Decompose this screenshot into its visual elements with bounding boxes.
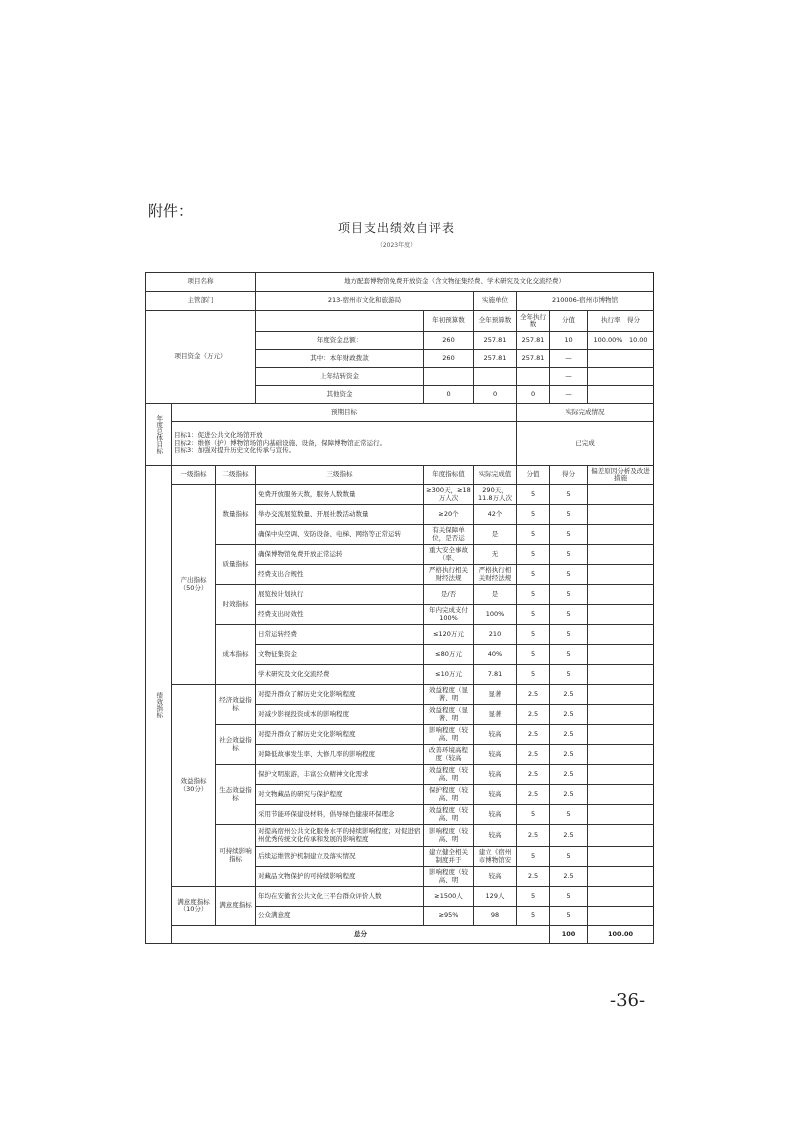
- goals-actual-label: 实际完成情况: [517, 404, 654, 422]
- actual-value: 较高: [474, 805, 517, 825]
- score-value: 2.5: [517, 705, 550, 725]
- got-value: 2.5: [550, 765, 588, 785]
- actual-value: 98: [474, 907, 517, 926]
- page-title: 项目支出绩效自评表: [337, 221, 455, 235]
- actual-value: 较高: [474, 745, 517, 765]
- indicator-row: [146, 585, 654, 605]
- indicator-header-l1: 一级指标: [172, 466, 216, 485]
- score-value: 5: [517, 907, 550, 926]
- actual-value: 较高: [474, 785, 517, 805]
- funds-header-initial: 年初预算数: [424, 311, 474, 332]
- page-number: -36-: [610, 990, 646, 1011]
- funds-row-executed: 0: [517, 386, 550, 404]
- deviation-cell: [588, 525, 654, 545]
- got-value: 2.5: [550, 825, 588, 847]
- level3-text: 日常运转经费: [256, 625, 424, 645]
- score-value: 5: [517, 585, 550, 605]
- score-value: 5: [517, 645, 550, 665]
- got-value: 5: [550, 847, 588, 867]
- indicator-row: [146, 887, 654, 907]
- got-value: 5: [550, 805, 588, 825]
- deviation-cell: [588, 685, 654, 705]
- funds-row-score: —: [550, 350, 588, 368]
- actual-value: 290天，11.8万人次: [474, 485, 517, 505]
- target-value: 改善环境高程度（较高: [424, 745, 474, 765]
- target-value: 效益程度（较高、明: [424, 805, 474, 825]
- deviation-cell: [588, 847, 654, 867]
- funds-row-rate-and-got: [588, 332, 654, 350]
- indicator-row: [146, 765, 654, 785]
- got-value: 2.5: [550, 705, 588, 725]
- score-value: 2.5: [517, 785, 550, 805]
- funds-row-rate-and-got: [588, 368, 654, 386]
- indicator-row: [146, 685, 654, 705]
- funds-row-rate: 100.00%: [593, 335, 623, 344]
- indicator-row: [146, 725, 654, 745]
- level3-text: 采用节能环保建设材料，倡导绿色健康环保理念: [256, 805, 424, 825]
- score-value: 2.5: [517, 765, 550, 785]
- level3-text: 文物征集资金: [256, 645, 424, 665]
- actual-value: 较高: [474, 825, 517, 847]
- actual-value: 129人: [474, 887, 517, 907]
- funds-row-initial: [424, 368, 474, 386]
- actual-value: 建立《宿州市博物馆安: [474, 847, 517, 867]
- level1-effect: 效益指标（30分）: [172, 685, 216, 887]
- deviation-cell: [588, 805, 654, 825]
- level2-satisfaction: 满意度指标: [216, 887, 256, 926]
- deviation-cell: [588, 785, 654, 805]
- target-value: 严格执行相关财经法规: [424, 565, 474, 585]
- goal-line: 目标2：维修（护）博物馆场馆内基础设施、设备，保障博物馆正常运行。: [174, 438, 387, 447]
- score-value: 2.5: [517, 725, 550, 745]
- project-name-label: 项目名称: [146, 273, 256, 292]
- actual-value: 7.81: [474, 665, 517, 685]
- indicator-row: [146, 825, 654, 847]
- deviation-cell: [588, 625, 654, 645]
- level3-text: 学术研究及文化交流经费: [256, 665, 424, 685]
- deviation-cell: [588, 705, 654, 725]
- score-value: 5: [517, 545, 550, 565]
- funds-row-annual: 257.81: [474, 350, 517, 368]
- goals-content-row: [146, 422, 654, 466]
- score-value: 5: [517, 805, 550, 825]
- level3-text: 确保中央空调、安防设备、电梯、网络等正常运转: [256, 525, 424, 545]
- deviation-cell: [588, 907, 654, 926]
- funds-row-score: —: [550, 386, 588, 404]
- target-value: ≥20个: [424, 505, 474, 525]
- funds-row-rate-and-got: [588, 350, 654, 368]
- impl-value: 210006-宿州市博物馆: [517, 292, 654, 311]
- indicator-header-row: [146, 466, 654, 485]
- funds-row-score: 10: [550, 332, 588, 350]
- actual-value: 210: [474, 625, 517, 645]
- score-value: 5: [517, 625, 550, 645]
- target-value: ≥1500人: [424, 887, 474, 907]
- got-value: 5: [550, 887, 588, 907]
- funds-row-annual: 257.81: [474, 332, 517, 350]
- funds-row-name: 上年结转资金: [256, 368, 424, 386]
- target-value: ≤10万元: [424, 665, 474, 685]
- funds-row-got: 10.00: [628, 335, 648, 344]
- indicator-header-got: 得分: [550, 466, 588, 485]
- got-value: 5: [550, 665, 588, 685]
- score-value: 5: [517, 565, 550, 585]
- score-value: 5: [517, 485, 550, 505]
- funds-header-blank: [256, 311, 424, 332]
- got-value: 5: [550, 907, 588, 926]
- funds-row-executed: 257.81: [517, 332, 550, 350]
- target-value: 有关保障单位，是否运: [424, 525, 474, 545]
- deviation-cell: [588, 605, 654, 625]
- funds-header-score: 分值: [550, 311, 588, 332]
- actual-value: 42个: [474, 505, 517, 525]
- funds-header-rate: 执行率: [601, 316, 621, 325]
- target-value: 是/否: [424, 585, 474, 605]
- level2-economic: 经济效益指标: [216, 685, 256, 725]
- target-value: 影响程度（较高、明: [424, 825, 474, 847]
- level3-text: 对提升群众了解历史文化影响程度: [256, 725, 424, 745]
- level2-cost: 成本指标: [216, 625, 256, 685]
- funds-label: 项目资金（万元）: [146, 311, 256, 404]
- funds-row-initial: 0: [424, 386, 474, 404]
- score-value: 5: [517, 665, 550, 685]
- funds-header-annual: 全年预算数: [474, 311, 517, 332]
- indicator-row: [146, 545, 654, 565]
- funds-row-executed: 257.81: [517, 350, 550, 368]
- actual-value: 较高: [474, 725, 517, 745]
- deviation-cell: [588, 485, 654, 505]
- got-value: 2.5: [550, 785, 588, 805]
- deviation-cell: [588, 645, 654, 665]
- level3-text: 后续运维管护机制建立及落实情况: [256, 847, 424, 867]
- target-value: 效益程度（显著、明: [424, 685, 474, 705]
- level1-satisfaction: 满意度指标（10分）: [172, 887, 216, 926]
- goal-line: 目标1：促进公共文化场馆开放: [174, 431, 263, 440]
- target-value: ≥95%: [424, 907, 474, 926]
- target-value: ≤80万元: [424, 645, 474, 665]
- dept-value: 213-宿州市文化和旅游局: [256, 292, 474, 311]
- got-value: 2.5: [550, 725, 588, 745]
- indicator-row: [146, 625, 654, 645]
- actual-value: 严格执行相关财经法规: [474, 565, 517, 585]
- goals-header-row: [146, 404, 654, 422]
- indicator-header-actual: 实际完成值: [474, 466, 517, 485]
- funds-row-initial: 260: [424, 350, 474, 368]
- target-value: 年内完成支付100%: [424, 605, 474, 625]
- deviation-cell: [588, 867, 654, 887]
- funds-header-rate-and-got: [588, 311, 654, 332]
- target-value: 影响程度（较高、明: [424, 867, 474, 887]
- deviation-cell: [588, 745, 654, 765]
- actual-value: 100%: [474, 605, 517, 625]
- got-value: 2.5: [550, 745, 588, 765]
- goal-line: 目标3：加强对提升历史文化传承与宣传。: [174, 446, 296, 455]
- funds-row-name: 其他资金: [256, 386, 424, 404]
- level3-text: 展览按计划执行: [256, 585, 424, 605]
- target-value: ≥300天，≥18万人次: [424, 485, 474, 505]
- actual-value: 40%: [474, 645, 517, 665]
- actual-value: 无: [474, 545, 517, 565]
- level2-quantity: 数量指标: [216, 485, 256, 545]
- deviation-cell: [588, 665, 654, 685]
- got-value: 5: [550, 545, 588, 565]
- funds-row-name: 年度资金总额：: [256, 332, 424, 350]
- goals-side-label: 年度总体目标: [146, 404, 172, 466]
- indicator-header-target: 年度指标值: [424, 466, 474, 485]
- level3-text: 公众满意度: [256, 907, 424, 926]
- deviation-cell: [588, 725, 654, 745]
- level3-text: 对文物藏品的研究与保护程度: [256, 785, 424, 805]
- actual-value: 显著: [474, 685, 517, 705]
- funds-row-annual: 0: [474, 386, 517, 404]
- evaluation-table: [145, 272, 654, 944]
- level3-text: 保护文明旅游，丰富公众精神文化需求: [256, 765, 424, 785]
- project-name-row: [146, 273, 654, 292]
- score-value: 5: [517, 605, 550, 625]
- deviation-cell: [588, 765, 654, 785]
- actual-value: 是: [474, 585, 517, 605]
- score-value: 5: [517, 505, 550, 525]
- got-value: 5: [550, 585, 588, 605]
- level3-text: 经费支出时效性: [256, 605, 424, 625]
- target-value: ≤120万元: [424, 625, 474, 645]
- level3-text: 确保博物馆免费开放正常运转: [256, 545, 424, 565]
- funds-header-got: 得分: [627, 316, 641, 325]
- year-label: （2023年度）: [376, 242, 417, 249]
- total-label: 总分: [172, 926, 550, 944]
- target-value: 重大安全事故（率、: [424, 545, 474, 565]
- deviation-cell: [588, 585, 654, 605]
- indicator-header-score: 分值: [517, 466, 550, 485]
- got-value: 2.5: [550, 867, 588, 887]
- indicator-row: [146, 485, 654, 505]
- score-value: 2.5: [517, 867, 550, 887]
- goals-expected-label: 预期目标: [172, 404, 517, 422]
- score-value: 5: [517, 847, 550, 867]
- funds-row-annual: [474, 368, 517, 386]
- project-name-value: 地方配套博物馆免费开放资金（含文物征集经费、学术研究及文化交流经费）: [256, 273, 654, 292]
- level3-text: 年均在安徽省公共文化三平台群众评价人数: [256, 887, 424, 907]
- attachment-label: 附件：: [148, 202, 194, 220]
- total-score: 100: [550, 926, 588, 944]
- indicator-header-deviation: 偏差原因分析及改进措施: [588, 466, 654, 485]
- target-value: 影响程度（较高、明: [424, 725, 474, 745]
- target-value: 效益程度（显著、明: [424, 705, 474, 725]
- target-value: 建立健全相关制度并于: [424, 847, 474, 867]
- level3-text: 对提升群众了解历史文化影响程度: [256, 685, 424, 705]
- indicator-header-l3: 三级指标: [256, 466, 424, 485]
- got-value: 5: [550, 485, 588, 505]
- goals-expected-text: [172, 422, 517, 466]
- score-value: 2.5: [517, 825, 550, 847]
- level1-output: 产出指标（50分）: [172, 485, 216, 685]
- funds-row-name: 其中：本年财政拨款: [256, 350, 424, 368]
- total-got: 100.00: [588, 926, 654, 944]
- got-value: 5: [550, 565, 588, 585]
- dept-label: 主管部门: [146, 292, 256, 311]
- deviation-cell: [588, 825, 654, 847]
- level3-text: 对减少影视投资成本的影响程度: [256, 705, 424, 725]
- level2-ecological: 生态效益指标: [216, 765, 256, 825]
- level2-social: 社会效益指标: [216, 725, 256, 765]
- impl-label: 实施单位: [474, 292, 517, 311]
- level3-text: 对提高宿州公共文化服务水平的持续影响程度；对促进宿州优秀传统文化传承和发展的影响程度: [256, 825, 424, 847]
- level2-sustainable: 可持续影响指标: [216, 825, 256, 887]
- funds-row-rate-and-got: [588, 386, 654, 404]
- score-value: 2.5: [517, 745, 550, 765]
- funds-header-executed: 全年执行数: [517, 311, 550, 332]
- level3-text: 免费开放服务天数，服务人数数量: [256, 485, 424, 505]
- level2-quality: 质量指标: [216, 545, 256, 585]
- score-value: 5: [517, 887, 550, 907]
- actual-value: 显著: [474, 705, 517, 725]
- actual-value: 较高: [474, 765, 517, 785]
- funds-row-score: —: [550, 368, 588, 386]
- goals-actual-text: 已完成: [517, 422, 654, 466]
- deviation-cell: [588, 545, 654, 565]
- funds-header-row: [146, 311, 654, 332]
- got-value: 5: [550, 525, 588, 545]
- funds-row-executed: [517, 368, 550, 386]
- funds-row-initial: 260: [424, 332, 474, 350]
- got-value: 5: [550, 605, 588, 625]
- actual-value: 较高: [474, 867, 517, 887]
- got-value: 2.5: [550, 685, 588, 705]
- actual-value: 是: [474, 525, 517, 545]
- level3-text: 对降低故事发生率、大修几率的影响程度: [256, 745, 424, 765]
- level3-text: 经费支出合规性: [256, 565, 424, 585]
- indicator-header-l2: 二级指标: [216, 466, 256, 485]
- got-value: 5: [550, 505, 588, 525]
- score-value: 2.5: [517, 685, 550, 705]
- level2-timeliness: 时效指标: [216, 585, 256, 625]
- score-value: 5: [517, 525, 550, 545]
- total-row: [146, 926, 654, 944]
- deviation-cell: [588, 505, 654, 525]
- deviation-cell: [588, 565, 654, 585]
- level3-text: 举办交流展览数量、开展社教活动数量: [256, 505, 424, 525]
- level3-text: 对藏品文物保护的可持续影响程度: [256, 867, 424, 887]
- deviation-cell: [588, 887, 654, 907]
- dept-row: [146, 292, 654, 311]
- indicators-side-label: 绩效指标: [146, 466, 172, 944]
- target-value: 保护程度（较高、明: [424, 785, 474, 805]
- target-value: 效益程度（较高、明: [424, 765, 474, 785]
- got-value: 5: [550, 625, 588, 645]
- got-value: 5: [550, 645, 588, 665]
